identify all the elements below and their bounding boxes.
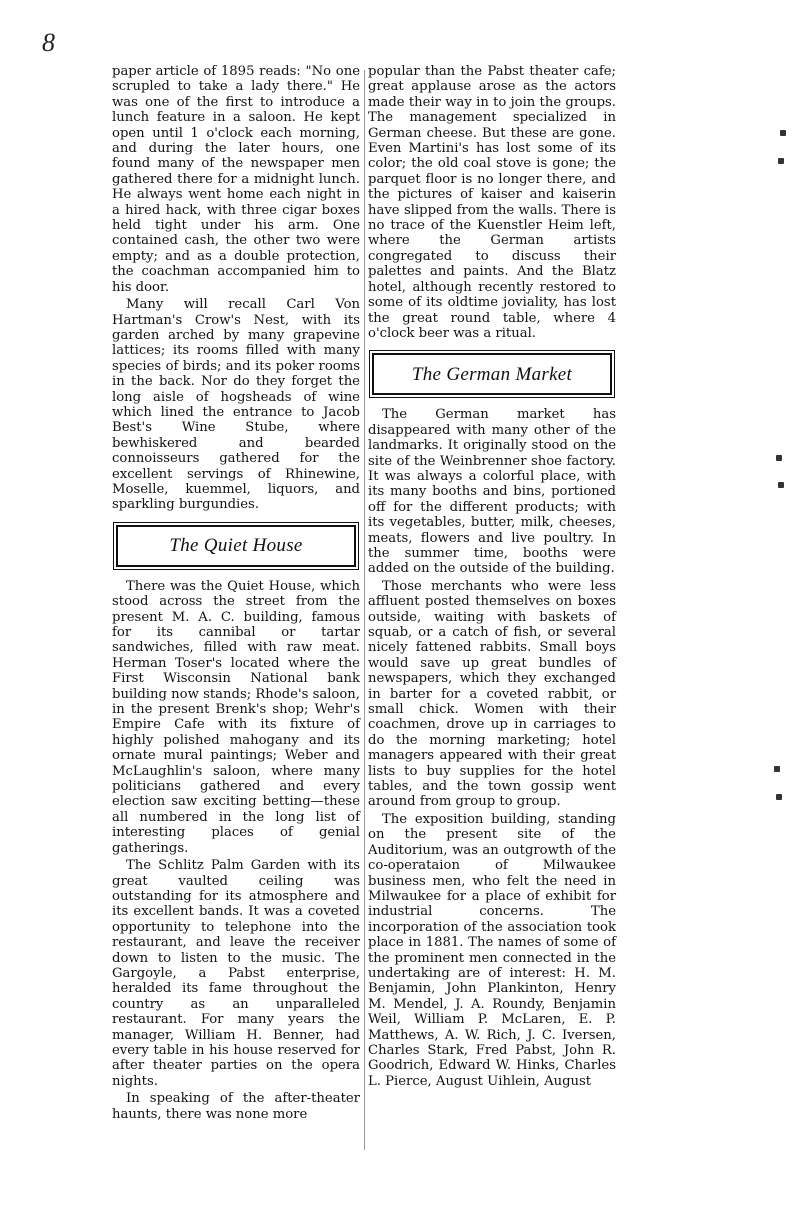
- section-title-german-market: The German Market: [411, 363, 573, 385]
- margin-dot-mark: [778, 158, 784, 164]
- margin-dot-mark: [776, 794, 782, 800]
- margin-dot-mark: [778, 482, 784, 488]
- paragraph: The exposition building, standing on the present site of the Auditorium, was an outgrowth of the co-operataion of Milwaukee business men, who felt the need in Milwaukee for a place of exhibit for industrial concerns. The incorporation of the association took place in 1881. The names of some of the prominent men connected in the undertaking are of interest: H. M. Benjamin, John Plankinton, Henry M. Mendel, J. A. Roundy, Benjamin Weil, William P. McLaren, E. P. Matthews, A. W. Rich, J. C. Iversen, Charles Stark, Fred Pabst, John R. Goodrich, Edward W. Hinks, Charles L. Pierce, August Uihlein, August: [368, 811, 616, 1089]
- paragraph: Many will recall Carl Von Hartman's Crow's Nest, with its garden arched by many grapevine lattices; its rooms filled with many species of birds; and its poker rooms in the back. Nor do they forget the long aisle of hogsheads of wine which lined the entrance to Jacob Best's Wine Stube, where bewhiskered and bearded connoisseurs gathered for the excellent servings of Rhinewine, Moselle, kuemmel, liquors, and sparkling burgundies.: [112, 297, 360, 513]
- paragraph: popular than the Pabst theater cafe; great applause arose as the actors made their way in to join the groups. The management specialized in German cheese. But these are gone. Even Martini's has lost some of its color; the old coal stove is gone; the parquet floor is no longer there, and the pictures of kaiser and kaiserin have slipped from the walls. There is no trace of the Kuenstler Heim left, where the German artists congregated to discuss their palettes and paints. And the Blatz hotel, although recently restored to some of its oldtime joviality, has lost the great round table, where 4 o'clock beer was a ritual.: [368, 64, 616, 341]
- margin-dot-mark: [776, 455, 782, 461]
- column-divider: [364, 70, 365, 1150]
- right-column: [368, 64, 616, 1089]
- section-title-quiet-house: The Quiet House: [169, 535, 303, 557]
- paragraph: In speaking of the after-theater haunts, there was none more: [112, 1091, 360, 1122]
- paragraph: The German market has disappeared with many other of the landmarks. It originally stood on the site of the Weinbrenner shoe factory. It was always a colorful place, with its many booths and bins, portioned off for the different products; with its vegetables, butter, milk, cheeses, meats, flowers and live poultry. In the summer time, booths were added on the outside of the building.: [368, 407, 616, 577]
- paragraph: paper article of 1895 reads: "No one scrupled to take a lady there." He was one of the first to introduce a lunch feature in a saloon. He kept open until 1 o'clock each morning, and during the later hours, one found many of the newspaper men gathered there for a midnight lunch. He always went home each night in a hired hack, with three cigar boxes held tight under his arm. One contained cash, the other two were empty; and as a double protection, the coachman accompanied him to his door.: [112, 64, 360, 295]
- left-column: [112, 64, 360, 1122]
- paragraph: Those merchants who were less affluent posted themselves on boxes outside, waiting with baskets of squab, or a catch of fish, or several nicely fattened rabbits. Small boys would save up great bundles of newspapers, which they exchanged in barter for a coveted rabbit, or small chick. Women with their coachmen, drove up in carriages to do the morning marketing; hotel managers appeared with their great lists to buy supplies for the hotel tables, and the town gossip went around from group to group.: [368, 578, 616, 810]
- paragraph: The Schlitz Palm Garden with its great vaulted ceiling was outstanding for its atmosphere and its excellent bands. It was a coveted opportunity to telephone into the restaurant, and leave the receiver down to listen to the music. The Gargoyle, a Pabst enterprise, heralded its fame throughout the country as an unparalleled restaurant. For many years the manager, William H. Benner, had every table in his house reserved for after theater parties on the opera nights.: [112, 858, 360, 1089]
- margin-dot-mark: [774, 766, 780, 772]
- section-heading-box: [116, 525, 356, 567]
- page-number: 8: [42, 28, 55, 57]
- section-heading-box: [372, 353, 612, 395]
- margin-dot-mark: [780, 130, 786, 136]
- paragraph: There was the Quiet House, which stood across the street from the present M. A. C. building, famous for its cannibal or tartar sandwiches, filled with raw meat. Herman Toser's located where the First Wisconsin National bank building now stands; Rhode's saloon, in the present Brenk's shop; Wehr's Empire Cafe with its fixture of highly polished mahogany and its ornate mural paintings; Weber and McLaughlin's saloon, where many politicians gathered and every election saw exciting betting—these all numbered in the long list of interesting places of genial gatherings.: [112, 578, 360, 856]
